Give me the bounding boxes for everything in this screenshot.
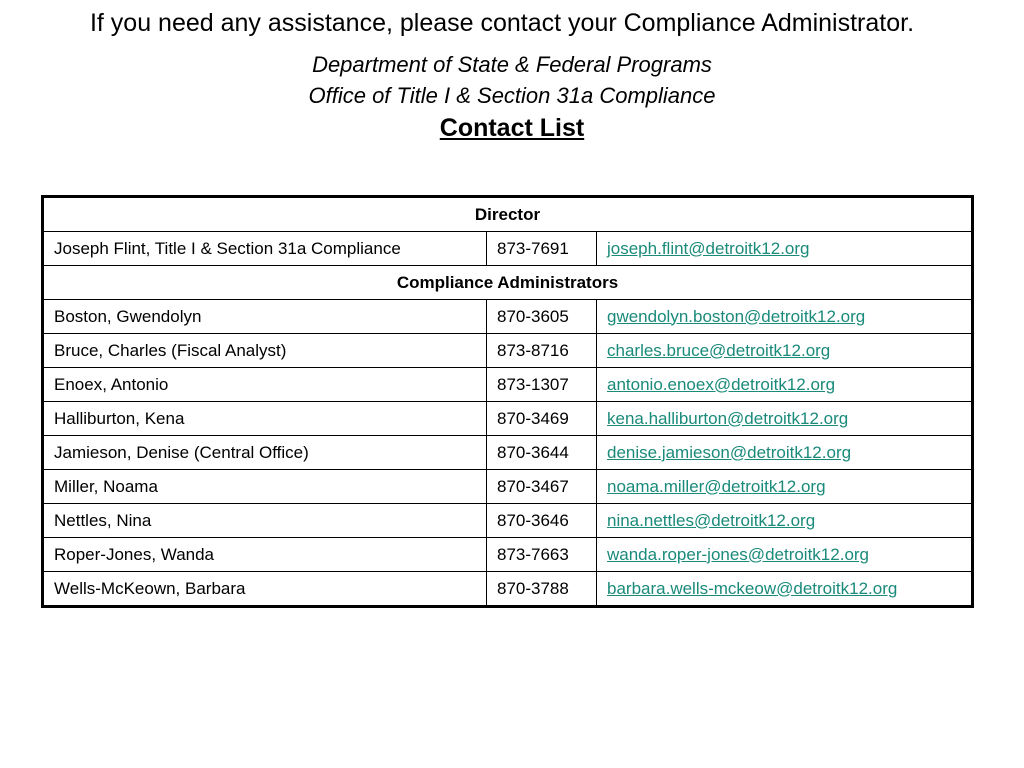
contact-name: Miller, Noama [43,470,487,504]
contact-phone: 873-8716 [487,334,597,368]
administrators-heading: Compliance Administrators [43,266,973,300]
director-row [43,232,973,266]
contact-email-cell [597,334,973,368]
table-row [43,538,973,572]
contact-phone: 870-3646 [487,504,597,538]
department-name: Department of State & Federal Programs [312,52,712,77]
contact-email-link[interactable]: charles.bruce@detroitk12.org [607,340,831,360]
administrators-heading-row [43,266,973,300]
contact-name: Roper-Jones, Wanda [43,538,487,572]
table-row [43,402,973,436]
contact-phone: 873-1307 [487,368,597,402]
contact-name: Jamieson, Denise (Central Office) [43,436,487,470]
contact-email-cell [597,572,973,607]
director-email-cell [597,232,973,266]
contact-email-cell [597,470,973,504]
contact-name: Boston, Gwendolyn [43,300,487,334]
table-row [43,436,973,470]
contact-email-link[interactable]: wanda.roper-jones@detroitk12.org [607,544,870,564]
contact-email-link[interactable]: gwendolyn.boston@detroitk12.org [607,306,866,326]
contact-phone: 870-3788 [487,572,597,607]
table-row [43,504,973,538]
contact-email-cell [597,538,973,572]
table-row [43,334,973,368]
page-title: Contact List [439,114,585,142]
contact-email-link[interactable]: barbara.wells-mckeow@detroitk12.org [607,578,898,598]
contact-email-link[interactable]: nina.nettles@detroitk12.org [607,510,816,530]
contact-phone: 870-3467 [487,470,597,504]
contact-name: Nettles, Nina [43,504,487,538]
director-phone: 873-7691 [487,232,597,266]
director-heading: Director [43,197,973,232]
contact-phone: 873-7663 [487,538,597,572]
contact-name: Wells-McKeown, Barbara [43,572,487,607]
document-header [0,49,1024,145]
contact-email-cell [597,368,973,402]
contact-email-link[interactable]: noama.miller@detroitk12.org [607,476,826,496]
contact-name: Halliburton, Kena [43,402,487,436]
director-email-link[interactable]: joseph.flint@detroitk12.org [607,238,810,258]
contact-phone: 870-3644 [487,436,597,470]
table-row [43,470,973,504]
contact-table-body [43,197,973,607]
office-name: Office of Title I & Section 31a Compliance [308,83,716,108]
contact-email-cell [597,504,973,538]
contact-email-cell [597,436,973,470]
contact-email-link[interactable]: denise.jamieson@detroitk12.org [607,442,852,462]
contact-phone: 870-3469 [487,402,597,436]
table-row [43,572,973,607]
contact-table [41,195,974,608]
contact-name: Bruce, Charles (Fiscal Analyst) [43,334,487,368]
contact-email-cell [597,402,973,436]
table-row [43,368,973,402]
contact-email-link[interactable]: kena.halliburton@detroitk12.org [607,408,849,428]
assistance-notice: If you need any assistance, please contact your Compliance Administrator. [89,9,915,37]
contact-name: Enoex, Antonio [43,368,487,402]
contact-email-cell [597,300,973,334]
contact-phone: 870-3605 [487,300,597,334]
contact-email-link[interactable]: antonio.enoex@detroitk12.org [607,374,836,394]
director-heading-row [43,197,973,232]
director-name: Joseph Flint, Title I & Section 31a Compliance [43,232,487,266]
table-row [43,300,973,334]
